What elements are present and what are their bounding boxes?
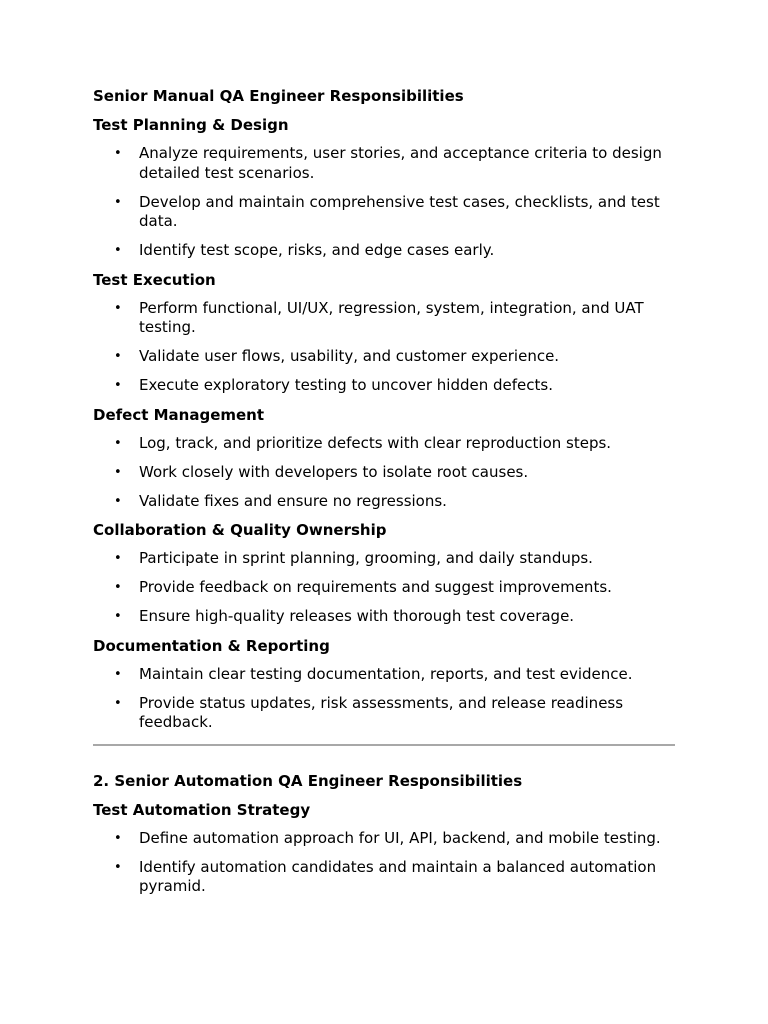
list-item [93,665,675,685]
section-heading-documentation: Documentation & Reporting [93,636,330,655]
list-item [93,694,675,733]
list-item [93,376,675,396]
automation-title: 2. Senior Automation QA Engineer Responsibilities [93,771,523,790]
bullet-icon: • [114,551,122,566]
list-item-text: Maintain clear testing documentation, reports, and test evidence. [139,664,633,683]
list-item-text: Ensure high-quality releases with thorough test coverage. [139,607,575,625]
bullet-icon: • [114,300,122,316]
list-item-text: Execute exploratory testing to uncover hidden defects. [139,376,553,394]
list-item [93,492,675,512]
list-item-text: Develop and maintain comprehensive test cases, checklists, and test data. [139,192,660,230]
section-heading-defect-management: Defect Management [93,405,265,424]
bullet-list-test-execution [93,299,675,396]
bullet-list-automation-strategy [93,829,675,897]
list-item [93,434,675,454]
list-item [93,463,675,483]
list-item [93,299,675,338]
list-item [93,549,675,569]
document-title: Senior Manual QA Engineer Responsibilities [93,87,464,105]
section-heading-collaboration: Collaboration & Quality Ownership [93,521,387,539]
list-item-text: Work closely with developers to isolate root causes. [139,462,529,481]
list-item [93,578,675,598]
bullet-icon: • [114,435,122,451]
list-item [93,144,675,183]
list-item-text: Perform functional, UI/UX, regression, system, integration, and UAT testing. [139,298,644,336]
bullet-icon: • [114,830,122,846]
list-item [93,241,675,261]
bullet-list-collaboration [93,549,675,627]
bullet-icon: • [114,859,122,875]
list-item-text: Provide status updates, risk assessments, and release readiness feedback. [139,693,624,731]
list-item-text: Validate user flows, usability, and customer experience. [139,347,560,365]
list-item-text: Validate fixes and ensure no regressions. [139,491,447,510]
bullet-icon: • [114,493,122,509]
list-item-text: Identify automation candidates and maintain a balanced automation pyramid. [139,857,657,895]
list-item-text: Provide feedback on requirements and suggest improvements. [139,578,612,596]
bullet-icon: • [114,695,122,711]
list-item-text: Participate in sprint planning, grooming, and daily standups. [139,549,593,567]
list-item [93,858,675,897]
list-item-text: Analyze requirements, user stories, and acceptance criteria to design detailed test scenarios. [139,144,662,182]
bullet-icon: • [114,666,122,682]
bullet-list-defect-management [93,434,675,512]
bullet-icon: • [114,580,122,595]
list-item [93,193,675,232]
section-heading-automation-strategy: Test Automation Strategy [93,800,311,819]
list-item [93,607,675,627]
bullet-list-documentation [93,665,675,733]
bullet-icon: • [114,349,122,364]
bullet-icon: • [114,378,122,393]
section-heading-test-execution: Test Execution [93,270,216,289]
bullet-icon: • [114,464,122,480]
list-item [93,347,675,367]
section-heading-test-planning: Test Planning & Design [93,116,289,134]
list-item-text: Define automation approach for UI, API, backend, and mobile testing. [139,828,661,847]
bullet-icon: • [114,194,122,210]
section-divider [93,744,675,746]
list-item-text: Identify test scope, risks, and edge cases early. [139,241,495,259]
list-item [93,829,675,849]
bullet-icon: • [114,609,122,624]
document-page [93,86,675,906]
bullet-icon: • [114,243,122,258]
bullet-list-test-planning [93,144,675,261]
list-item-text: Log, track, and prioritize defects with clear reproduction steps. [139,433,612,452]
bullet-icon: • [114,146,122,161]
